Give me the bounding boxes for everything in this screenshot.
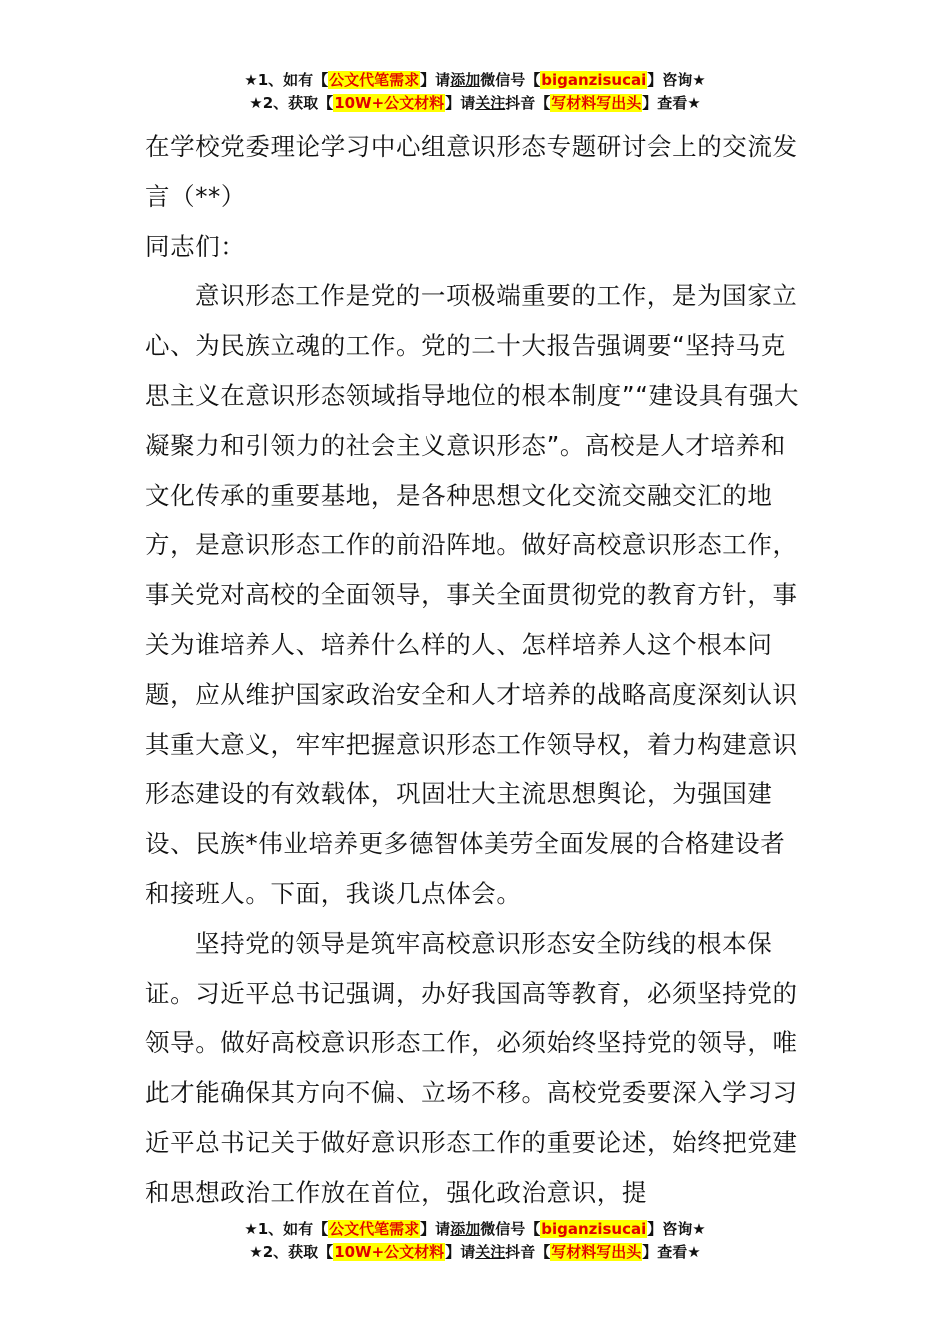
- banner-line-2: [0, 1241, 950, 1264]
- banner-text: 微信号【: [480, 71, 541, 89]
- banner-text: ★2、获取【: [249, 94, 334, 112]
- header-banner: [0, 69, 950, 115]
- banner-highlight: 10W+公文材料: [334, 94, 445, 112]
- banner-highlight: 写材料写出头: [551, 94, 642, 112]
- salutation: 同志们：: [145, 231, 246, 261]
- banner-underline: 添加: [450, 1220, 481, 1238]
- body-paragraph: 意识形态工作是党的一项极端重要的工作，是为国家立心、为民族立魂的工作。党的二十大报告强调要“坚持马克思主义在意识形态领域指导地位的根本制度”“建设具有强大凝聚力和引领力的社会主义意识形态”。高校是人才培养和文化传承的重要基地，是各种思想文化交流交融交汇的地方，是意识形态工作的前沿阵地。做好高校意识形态工作，事关党对高校的全面领导，事关全面贯彻党的教育方针，事关为谁培养人、培养什么样的人、怎样培养人这个根本问题，应从维护国家政治安全和人才培养的战略高度深刻认识其重大意义，牢牢把握意识形态工作领导权，着力构建意识形态建设的有效载体，巩固壮大主流思想舆论，为强国建设、民族*伟业培养更多德智体美劳全面发展的合格建设者和接班人。下面，我谈几点体会。: [145, 281, 800, 908]
- footer-banner: [0, 1218, 950, 1264]
- banner-highlight: 写材料写出头: [551, 1243, 642, 1261]
- banner-text: ★1、如有【: [244, 71, 329, 89]
- banner-text: 抖音【: [505, 1243, 551, 1261]
- banner-underline: 关注: [475, 1243, 506, 1261]
- banner-line-1: [0, 1218, 950, 1241]
- banner-text: 微信号【: [480, 1220, 541, 1238]
- banner-highlight: biganzisucai: [541, 71, 647, 89]
- body-paragraph: 坚持党的领导是筑牢高校意识形态安全防线的根本保证。习近平总书记强调，办好我国高等教育，必须坚持党的领导。做好高校意识形态工作，必须始终坚持党的领导，唯此才能确保其方向不偏、立场不移。高校党委要深入学习习近平总书记关于做好意识形态工作的重要论述，始终把党建和思想政治工作放在首位，强化政治意识，提: [145, 928, 798, 1207]
- banner-underline: 添加: [450, 71, 481, 89]
- banner-line-2: [0, 92, 950, 115]
- document-title: 在学校党委理论学习中心组意识形态专题研讨会上的交流发言（**）: [145, 132, 798, 211]
- banner-text: 】咨询★: [647, 71, 706, 89]
- banner-text: 】请: [445, 94, 476, 112]
- banner-text: ★1、如有【: [244, 1220, 329, 1238]
- banner-highlight: 公文代笔需求: [329, 1220, 420, 1238]
- banner-text: 】查看★: [642, 94, 701, 112]
- banner-highlight: 10W+公文材料: [334, 1243, 445, 1261]
- banner-text: 】请: [445, 1243, 476, 1261]
- banner-text: 】查看★: [642, 1243, 701, 1261]
- banner-line-1: [0, 69, 950, 92]
- banner-text: 抖音【: [505, 94, 551, 112]
- banner-text: 】咨询★: [647, 1220, 706, 1238]
- banner-underline: 关注: [475, 94, 506, 112]
- banner-text: ★2、获取【: [249, 1243, 334, 1261]
- document-body: [145, 122, 807, 1218]
- banner-highlight: 公文代笔需求: [329, 71, 420, 89]
- banner-text: 】请: [420, 71, 451, 89]
- banner-highlight: biganzisucai: [541, 1220, 647, 1238]
- banner-text: 】请: [420, 1220, 451, 1238]
